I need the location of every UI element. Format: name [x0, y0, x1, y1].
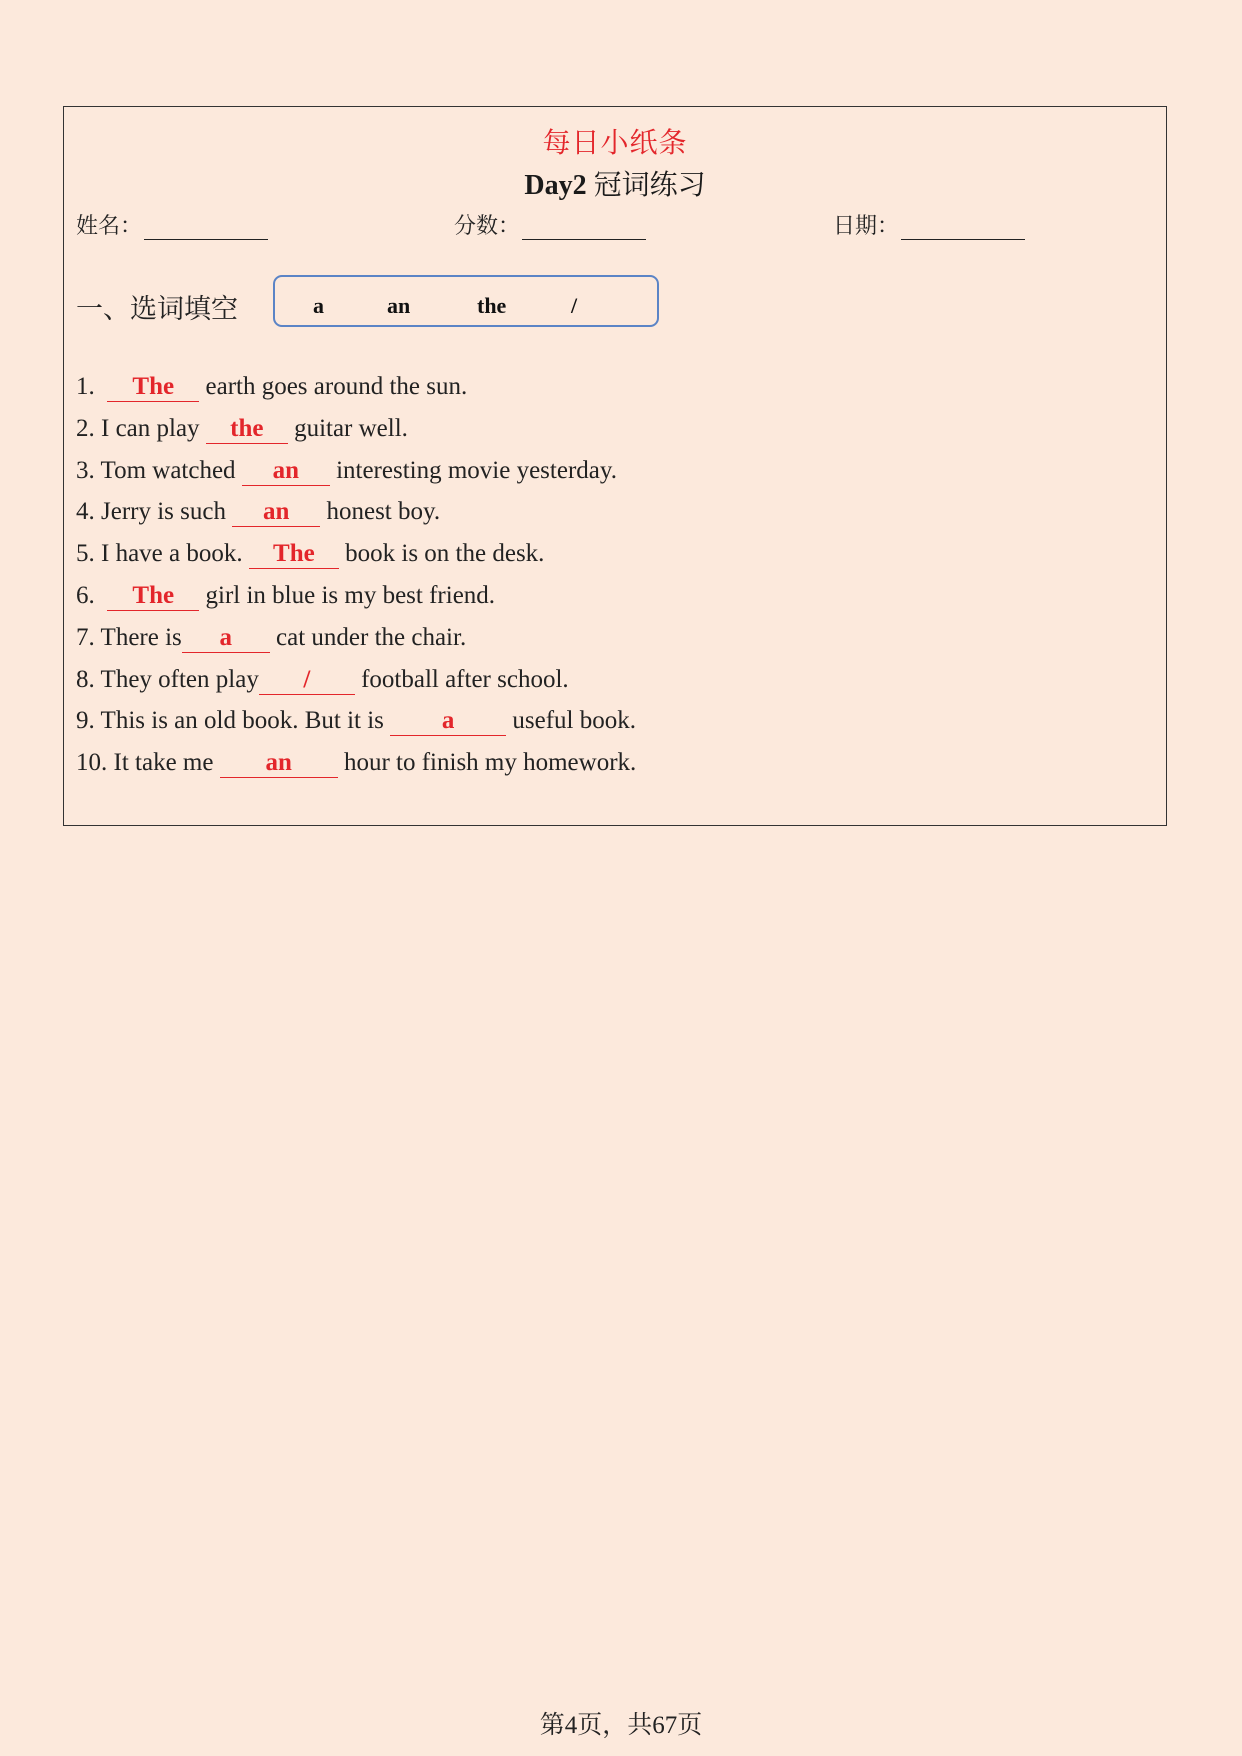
choice-none: /	[571, 293, 578, 318]
question-item	[76, 620, 1154, 662]
question-item	[76, 745, 1154, 787]
question-text: earth goes around the sun.	[199, 373, 468, 400]
name-label: 姓名：	[76, 213, 143, 238]
choice-a: a	[313, 293, 324, 318]
score-label: 分数：	[454, 213, 521, 238]
word-choice-box	[273, 275, 659, 327]
question-item	[76, 494, 1154, 536]
question-text: 7. There is	[76, 623, 182, 651]
question-text: 10. It take me	[76, 749, 220, 777]
subtitle-topic: 冠词练习	[593, 170, 706, 201]
question-list	[76, 369, 1154, 787]
question-item	[76, 411, 1154, 453]
student-info-row	[76, 209, 1154, 241]
name-field[interactable]	[76, 209, 268, 240]
question-text: interesting movie yesterday.	[329, 456, 617, 484]
question-text: 5. I have a book.	[76, 540, 249, 568]
answer-blank[interactable]: a	[182, 624, 270, 653]
question-text: 6.	[76, 581, 108, 609]
date-field[interactable]	[833, 209, 1025, 240]
answer-blank[interactable]: The	[249, 540, 339, 569]
date-label: 日期：	[833, 213, 900, 238]
section-heading: 一、选词填空	[76, 294, 238, 324]
choice-the: the	[477, 293, 507, 318]
question-text: 3. Tom watched	[76, 456, 242, 484]
worksheet-frame	[63, 106, 1167, 826]
page-number: 第4页，共67页	[539, 1712, 703, 1739]
answer-blank[interactable]: an	[232, 498, 320, 527]
question-item	[76, 703, 1154, 745]
question-text: 9. This is an old book. But it is	[76, 707, 391, 735]
choice-an: an	[387, 293, 411, 318]
question-text: 1.	[76, 373, 108, 400]
worksheet-subtitle	[64, 163, 1166, 203]
question-text: book is on the desk.	[338, 540, 545, 568]
score-blank[interactable]	[522, 217, 646, 240]
question-text: 4. Jerry is such	[76, 498, 233, 526]
answer-blank[interactable]: The	[107, 582, 199, 611]
question-item	[76, 369, 1154, 411]
question-text: hour to finish my homework.	[337, 749, 637, 777]
worksheet-title: 每日小纸条	[542, 128, 688, 159]
question-text: football after school.	[354, 665, 569, 693]
question-item	[76, 453, 1154, 495]
question-text: 8. They often play	[76, 665, 259, 693]
question-text: 2. I can play	[76, 414, 206, 442]
date-blank[interactable]	[901, 217, 1025, 240]
name-blank[interactable]	[144, 217, 268, 240]
answer-blank[interactable]: an	[220, 749, 338, 778]
answer-blank[interactable]: The	[107, 373, 199, 402]
question-text: guitar well.	[287, 414, 408, 442]
answer-blank[interactable]: the	[206, 415, 288, 444]
answer-blank[interactable]: a	[390, 707, 506, 736]
score-field[interactable]	[454, 209, 646, 240]
subtitle-day: Day2	[524, 170, 587, 201]
answer-blank[interactable]: an	[242, 457, 330, 486]
question-text: useful book.	[506, 707, 637, 735]
question-item	[76, 536, 1154, 578]
question-text: honest boy.	[320, 498, 441, 526]
question-item	[76, 662, 1154, 704]
question-item	[76, 578, 1154, 620]
question-text: girl in blue is my best friend.	[199, 581, 496, 609]
question-text: cat under the chair.	[269, 623, 467, 651]
answer-blank[interactable]: /	[259, 666, 355, 695]
